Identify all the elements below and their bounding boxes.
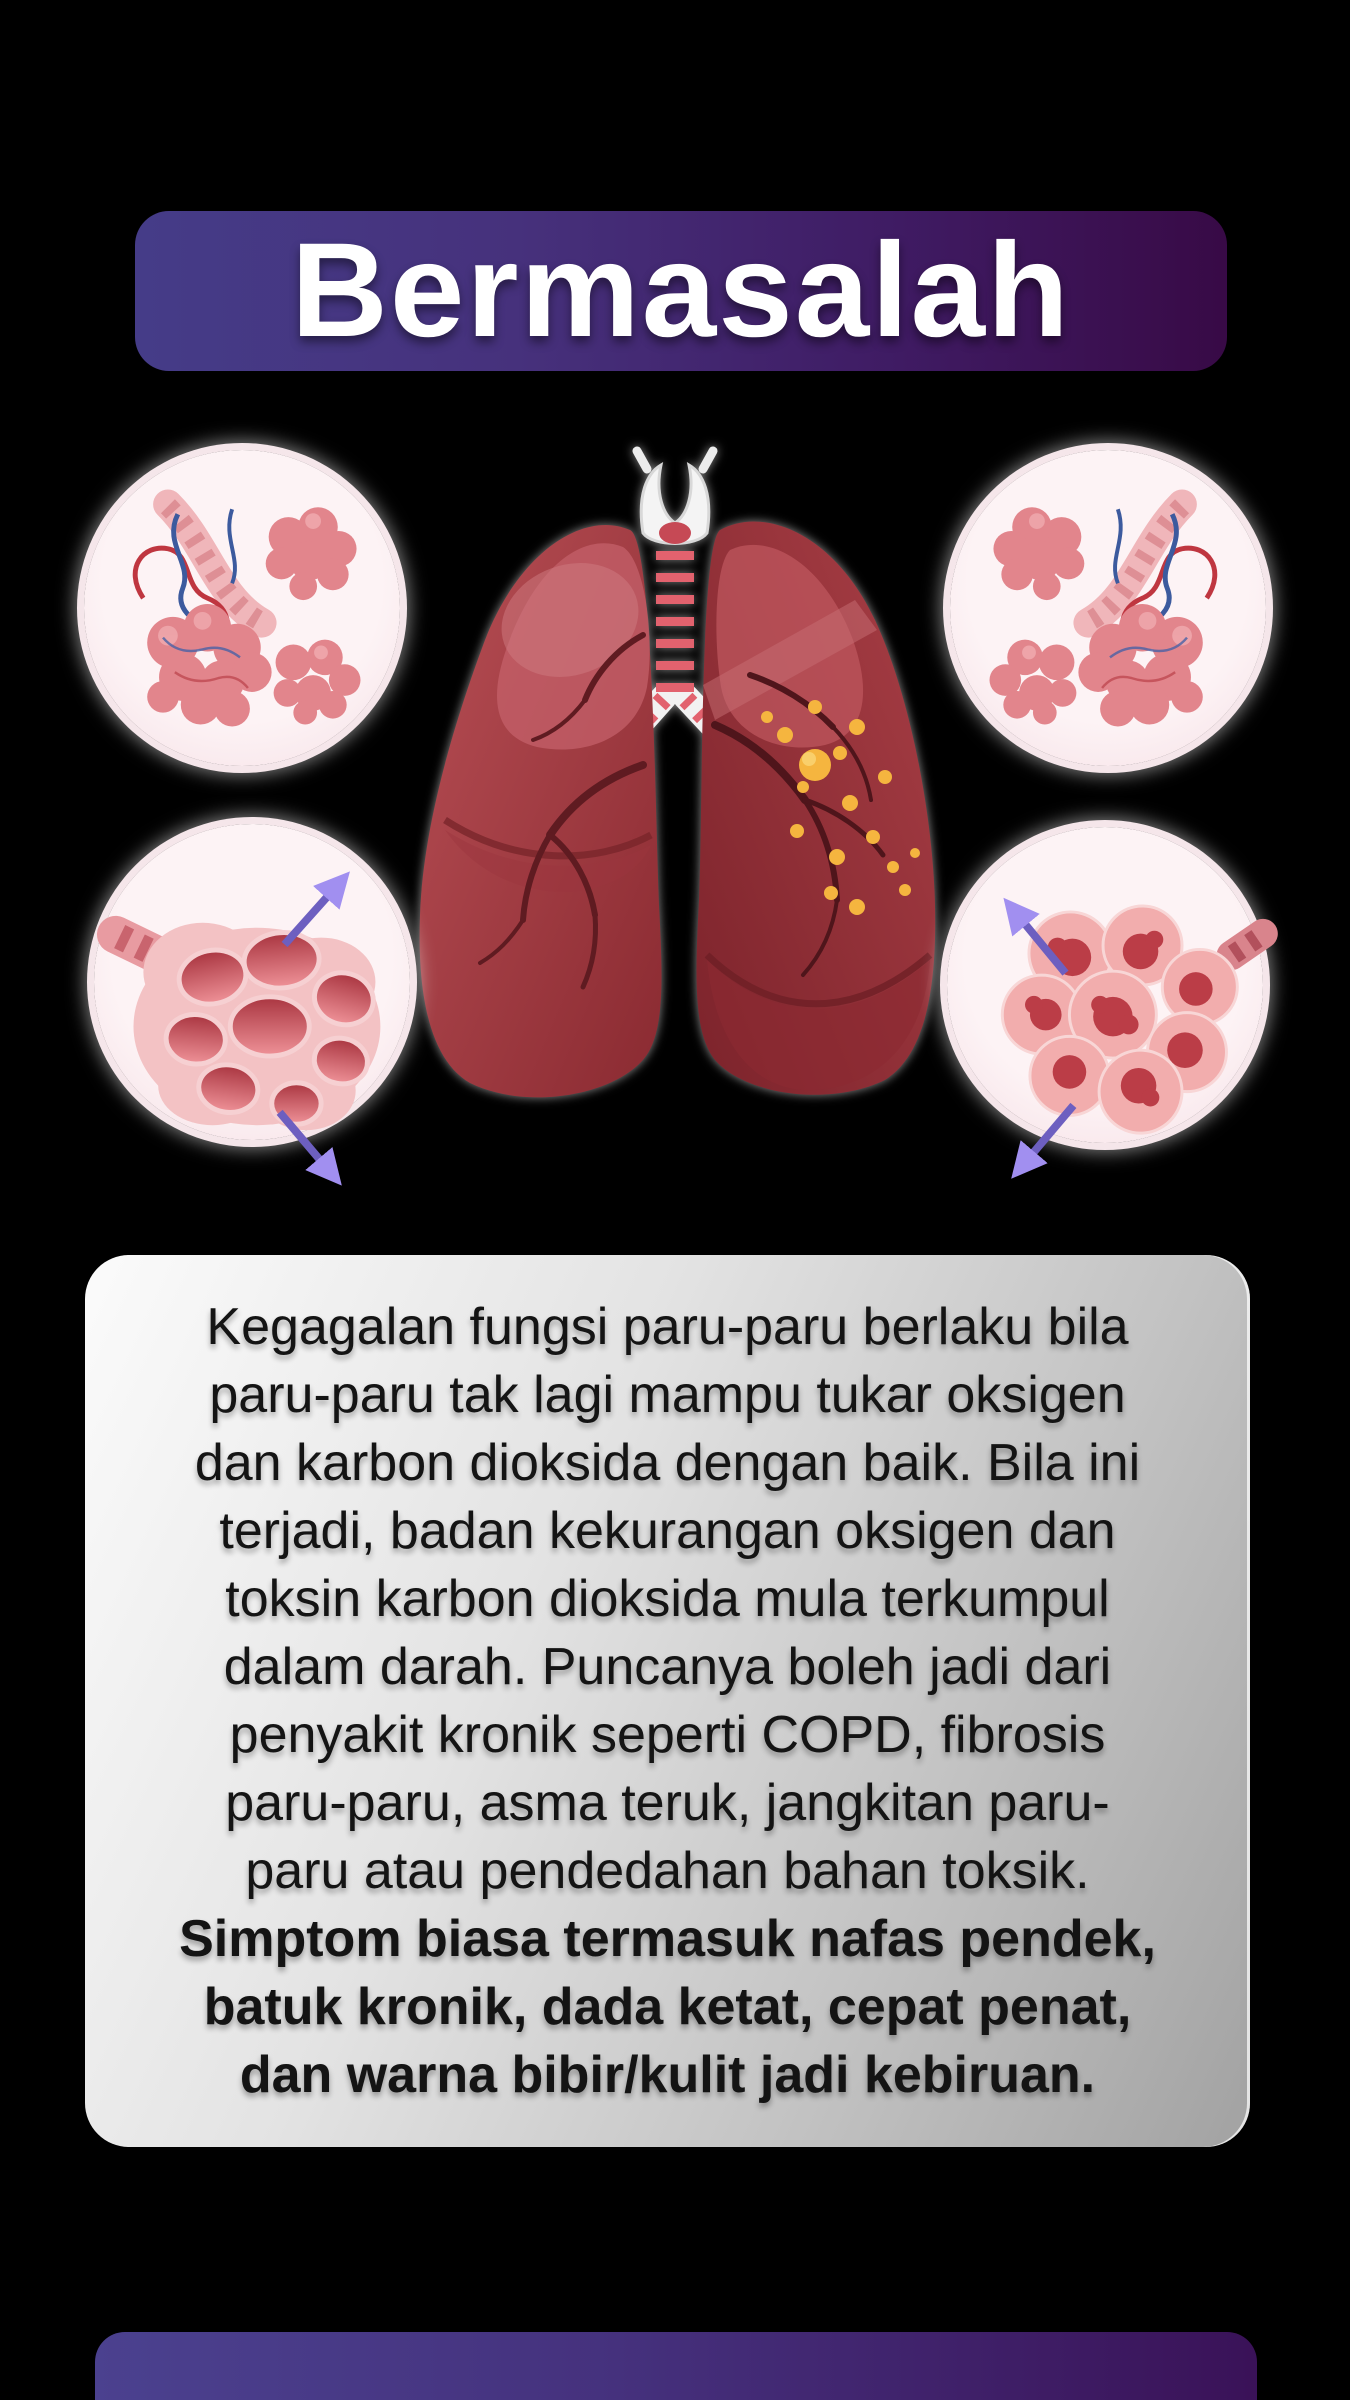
right-lung <box>696 521 935 1094</box>
description-line: dan karbon dioksida dengan baik. Bila ini <box>194 1434 1141 1492</box>
description-line: terjadi, badan kekurangan oksigen dan <box>219 1502 1116 1560</box>
next-section-banner <box>95 2332 1257 2400</box>
lungs-svg <box>385 435 965 1135</box>
description-line: paru-paru tak lagi mampu tukar oksigen <box>209 1366 1126 1424</box>
mirrored-group <box>990 504 1215 726</box>
larynx-horns <box>637 451 713 469</box>
normal-cross-section-illustration <box>94 824 410 1140</box>
description-line: toksin karbon dioksida mula terkumpul <box>225 1570 1110 1628</box>
symptoms-line: Simptom biasa termasuk nafas pendek, <box>179 1910 1156 1968</box>
callout-normal-alveoli-cross-section <box>94 824 410 1140</box>
callout-healthy-alveoli-left <box>84 450 400 766</box>
callout-healthy-alveoli-right <box>950 450 1266 766</box>
description-line: dalam darah. Puncanya boleh jadi dari <box>223 1638 1112 1696</box>
description-line: paru-paru, asma teruk, jangkitan paru- <box>225 1774 1110 1832</box>
symptoms-line: batuk kronik, dada ketat, cepat penat, <box>203 1978 1132 2036</box>
section-title-banner <box>135 211 1227 371</box>
description-line: Kegagalan fungsi paru-paru berlaku bila <box>206 1298 1129 1356</box>
lungs-illustration <box>385 435 965 1135</box>
callout-damaged-alveoli-cross-section <box>947 827 1263 1143</box>
description-line: penyakit kronik seperti COPD, fibrosis <box>229 1706 1106 1764</box>
page-title: Bermasalah <box>291 216 1071 365</box>
healthy-alveoli-illustration <box>84 450 400 766</box>
description-line: paru atau pendedahan bahan toksik. <box>245 1842 1090 1900</box>
description-panel <box>85 1255 1250 2147</box>
duct-stub <box>1231 934 1263 956</box>
symptoms-line: dan warna bibir/kulit jadi kebiruan. <box>239 2046 1096 2104</box>
healthy-alveoli-illustration-mirrored <box>950 450 1266 766</box>
left-lung <box>420 525 662 1097</box>
damaged-cross-section-illustration <box>947 827 1263 1143</box>
